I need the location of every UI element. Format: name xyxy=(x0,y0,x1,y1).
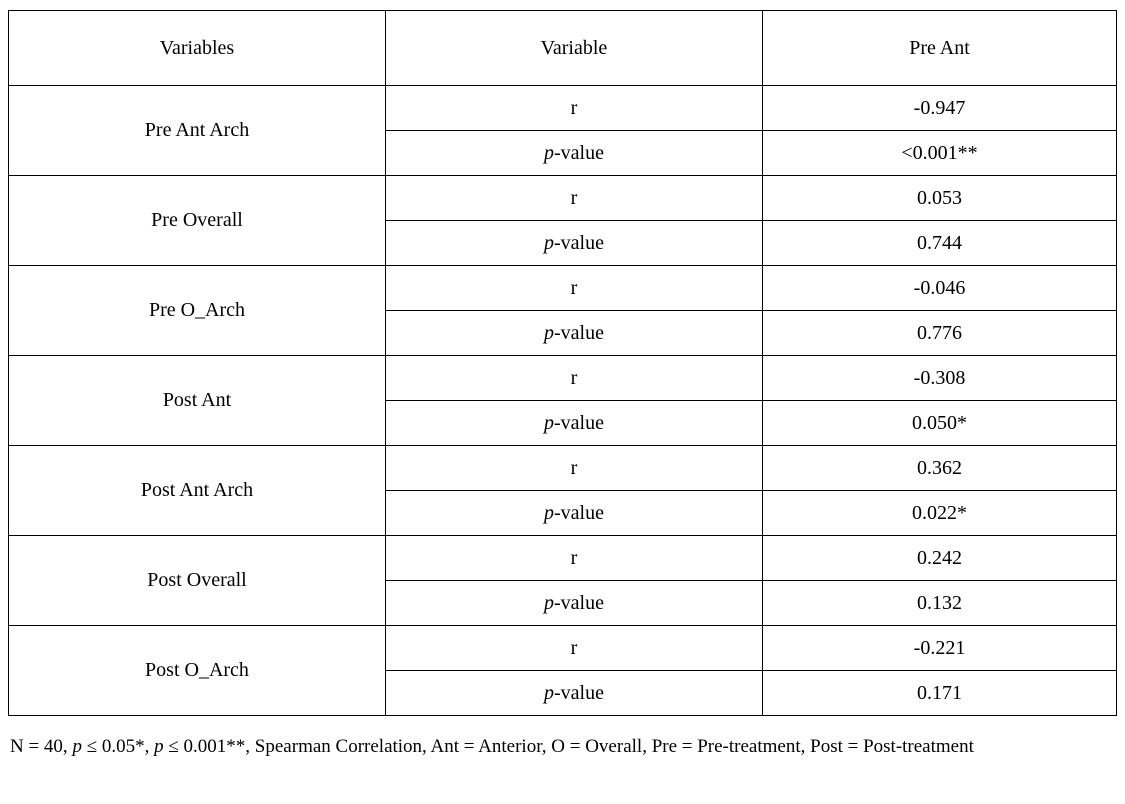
p-value-cell: 0.171 xyxy=(763,671,1117,716)
p-italic: p xyxy=(544,141,554,164)
stat-label-r: r xyxy=(386,176,763,221)
p-label-rest: -value xyxy=(554,141,604,164)
p-label-rest: -value xyxy=(554,681,604,704)
p-label-rest: -value xyxy=(554,411,604,434)
stat-label-r: r xyxy=(386,536,763,581)
p-label-rest: -value xyxy=(554,591,604,614)
stat-label-p-value xyxy=(386,131,763,176)
p-italic: p xyxy=(544,591,554,614)
r-value-cell: 0.053 xyxy=(763,176,1117,221)
p-value-cell: <0.001** xyxy=(763,131,1117,176)
p-italic: p xyxy=(544,681,554,704)
r-value-cell: -0.308 xyxy=(763,356,1117,401)
p-italic: p xyxy=(544,231,554,254)
p-italic: p xyxy=(544,321,554,344)
table-row-r xyxy=(9,626,1117,671)
variable-name-cell: Post Ant xyxy=(9,356,386,446)
variable-name-cell: Post Ant Arch xyxy=(9,446,386,536)
r-value-cell: -0.947 xyxy=(763,86,1117,131)
stat-label-p-value xyxy=(386,311,763,356)
variable-name-cell: Post O_Arch xyxy=(9,626,386,716)
header-variable: Variable xyxy=(386,11,763,86)
footnote-n: N = 40, xyxy=(10,736,73,757)
p-label-rest: -value xyxy=(554,231,604,254)
table-row-r xyxy=(9,536,1117,581)
header-row xyxy=(9,11,1117,86)
stat-label-r: r xyxy=(386,266,763,311)
stat-label-p-value xyxy=(386,491,763,536)
table-row-r xyxy=(9,356,1117,401)
p-italic: p xyxy=(544,411,554,434)
table-row-r xyxy=(9,266,1117,311)
correlation-table xyxy=(8,10,1117,716)
variable-name-cell: Pre Ant Arch xyxy=(9,86,386,176)
variable-name-cell: Pre O_Arch xyxy=(9,266,386,356)
stat-label-p-value xyxy=(386,221,763,266)
p-label-rest: -value xyxy=(554,501,604,524)
stat-label-p-value xyxy=(386,671,763,716)
footnote-p1-italic: p xyxy=(72,736,82,757)
p-value-cell: 0.776 xyxy=(763,311,1117,356)
p-italic: p xyxy=(544,501,554,524)
p-label-rest: -value xyxy=(554,321,604,344)
p-value-cell: 0.022* xyxy=(763,491,1117,536)
header-pre-ant: Pre Ant xyxy=(763,11,1117,86)
stat-label-r: r xyxy=(386,86,763,131)
stat-label-r: r xyxy=(386,626,763,671)
footnote-p1-rest: ≤ 0.05*, xyxy=(81,736,155,757)
variable-name-cell: Post Overall xyxy=(9,536,386,626)
stat-label-r: r xyxy=(386,446,763,491)
stat-label-p-value xyxy=(386,401,763,446)
stat-label-p-value xyxy=(386,581,763,626)
p-value-cell: 0.050* xyxy=(763,401,1117,446)
p-value-cell: 0.132 xyxy=(763,581,1117,626)
table-row-r xyxy=(9,176,1117,221)
footnote-p2-rest: ≤ 0.001**, Spearman Correlation, Ant = Anterior, O = Overall, Pre = Pre-treatment, Post = Post-treatment xyxy=(163,736,974,757)
r-value-cell: -0.221 xyxy=(763,626,1117,671)
header-variables: Variables xyxy=(9,11,386,86)
p-value-cell: 0.744 xyxy=(763,221,1117,266)
table-footnote xyxy=(10,733,1110,760)
table-row-r xyxy=(9,86,1117,131)
stat-label-r: r xyxy=(386,356,763,401)
r-value-cell: 0.362 xyxy=(763,446,1117,491)
table-row-r xyxy=(9,446,1117,491)
r-value-cell: -0.046 xyxy=(763,266,1117,311)
variable-name-cell: Pre Overall xyxy=(9,176,386,266)
r-value-cell: 0.242 xyxy=(763,536,1117,581)
table-body xyxy=(9,86,1117,716)
footnote-p2-italic: p xyxy=(154,736,164,757)
